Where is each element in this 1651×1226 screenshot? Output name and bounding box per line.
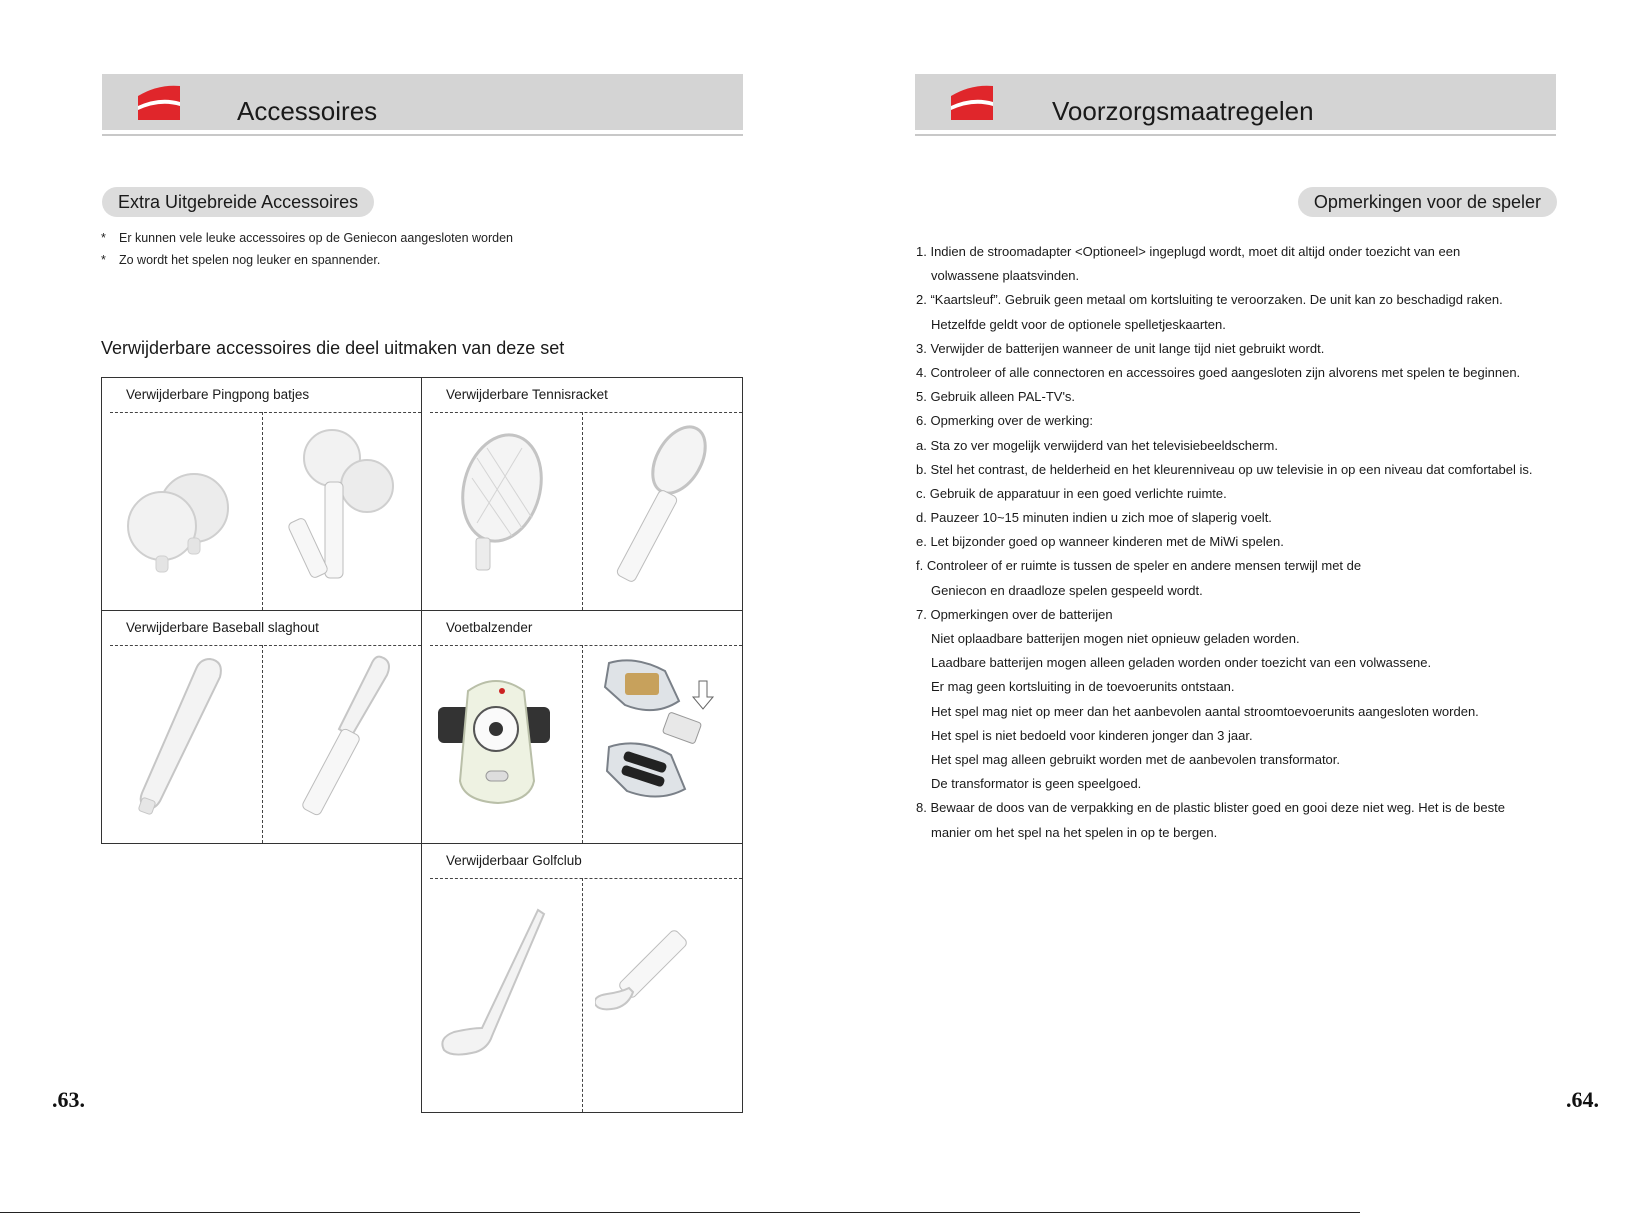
bullet-item: * Er kunnen vele leuke accessoires op de Geniecon aangesloten worden bbox=[101, 231, 514, 245]
note-line: Het spel is niet bedoeld voor kinderen jonger dan 3 jaar. bbox=[931, 727, 1253, 743]
bullet-item: * Zo wordt het spelen nog leuker en spannender. bbox=[101, 253, 381, 267]
brand-logo-icon bbox=[138, 82, 180, 120]
pingpong-remote-icon bbox=[277, 418, 397, 588]
note-line: Laadbare batterijen mogen alleen geladen worden onder toezicht van een volwassene. bbox=[931, 655, 1432, 671]
tennis-remote-icon bbox=[597, 418, 717, 588]
note-line: f. Controleer of er ruimte is tussen de speler en andere mensen terwijl met de bbox=[916, 558, 1362, 574]
golf-club-icon bbox=[438, 904, 558, 1074]
accessory-label: Verwijderbaar Golfclub bbox=[446, 853, 582, 868]
accessory-cell-pingpong bbox=[101, 377, 422, 611]
accessory-label: Verwijderbare Pingpong batjes bbox=[126, 387, 310, 402]
tennis-racket-icon bbox=[442, 418, 562, 588]
header-underline bbox=[915, 134, 1556, 136]
page-number: .63. bbox=[52, 1087, 85, 1112]
accessory-cell-baseball bbox=[101, 610, 422, 844]
note-line: manier om het spel na het spelen in op te bergen. bbox=[931, 824, 1218, 840]
football-transmitter-icon bbox=[438, 651, 558, 821]
left-page bbox=[0, 0, 825, 1226]
section-pill: Extra Uitgebreide Accessoires bbox=[102, 187, 374, 217]
note-line: 3. Verwijder de batterijen wanneer de unit lange tijd niet gebruikt wordt. bbox=[916, 340, 1325, 356]
bottom-rule bbox=[0, 1212, 1360, 1213]
accessory-label: Voetbalzender bbox=[446, 620, 533, 635]
baseball-bat-icon bbox=[120, 651, 240, 821]
right-page bbox=[825, 0, 1651, 1226]
note-line: e. Let bijzonder goed op wanneer kinderen met de MiWi spelen. bbox=[916, 534, 1284, 550]
note-line: 4. Controleer of alle connectoren en accessoires goed aangesloten zijn alvorens met spelen te beginnen. bbox=[916, 364, 1521, 380]
battery-compartment-icon bbox=[595, 651, 715, 821]
bullet-list bbox=[101, 227, 513, 271]
section-pill: Opmerkingen voor de speler bbox=[1298, 187, 1557, 217]
accessory-cell-football bbox=[421, 610, 743, 844]
section-subheading: Verwijderbare accessoires die deel uitmaken van deze set bbox=[101, 338, 565, 358]
note-line: 2. “Kaartsleuf”. Gebruik geen metaal om kortsluiting te veroorzaken. De unit kan zo beschadigd raken. bbox=[916, 292, 1503, 308]
note-line: 5. Gebruik alleen PAL-TV's. bbox=[916, 389, 1076, 405]
brand-logo-icon bbox=[951, 82, 993, 120]
precautions-list bbox=[916, 240, 1532, 845]
note-line: 1. Indien de stroomadapter <Optioneel> ingeplugd wordt, moet dit altijd onder toezicht van een bbox=[916, 244, 1461, 259]
note-line: 6. Opmerking over de werking: bbox=[916, 413, 1094, 429]
note-line: 8. Bewaar de doos van de verpakking en de plastic blister goed en gooi deze niet weg. Het is de beste bbox=[916, 800, 1505, 816]
accessory-label: Verwijderbare Baseball slaghout bbox=[126, 620, 319, 635]
left-header-bar bbox=[102, 74, 743, 130]
right-header-bar bbox=[915, 74, 1556, 130]
note-line: volwassene plaatsvinden. bbox=[931, 268, 1080, 284]
baseball-remote-icon bbox=[277, 651, 397, 821]
golf-remote-icon bbox=[595, 904, 715, 1074]
note-line: d. Pauzeer 10~15 minuten indien u zich moe of slaperig voelt. bbox=[916, 510, 1272, 526]
page-number: .64. bbox=[1566, 1087, 1599, 1112]
note-line: Er mag geen kortsluiting in de toevoerunits ontstaan. bbox=[931, 679, 1235, 695]
note-line: a. Sta zo ver mogelijk verwijderd van het televisiebeeldscherm. bbox=[916, 437, 1279, 453]
accessory-cell-golf bbox=[421, 843, 743, 1113]
note-line: Niet oplaadbare batterijen mogen niet opnieuw geladen worden. bbox=[931, 631, 1300, 646]
note-line: Hetzelfde geldt voor de optionele spelletjeskaarten. bbox=[931, 316, 1226, 332]
header-underline bbox=[102, 134, 743, 136]
page-title: Voorzorgsmaatregelen bbox=[1052, 96, 1314, 126]
note-line: Het spel mag alleen gebruikt worden met de aanbevolen transformator. bbox=[931, 751, 1341, 767]
note-line: 7. Opmerkingen over de batterijen bbox=[916, 606, 1113, 622]
note-line: b. Stel het contrast, de helderheid en het kleurenniveau op uw televisie in op een niveau dat comfortabel is. bbox=[916, 461, 1533, 477]
note-line: c. Gebruik de apparatuur in een goed verlichte ruimte. bbox=[916, 485, 1227, 501]
note-line: Geniecon en draadloze spelen gespeeld wordt. bbox=[931, 582, 1203, 598]
page-title: Accessoires bbox=[237, 96, 378, 126]
pingpong-paddles-icon bbox=[120, 418, 240, 588]
note-line: De transformator is geen speelgoed. bbox=[931, 776, 1142, 792]
accessory-label: Verwijderbare Tennisracket bbox=[446, 387, 608, 402]
accessory-cell-tennis bbox=[421, 377, 743, 611]
note-line: Het spel mag niet op meer dan het aanbevolen aantal stroomtoevoerunits aangesloten worden. bbox=[931, 703, 1479, 719]
